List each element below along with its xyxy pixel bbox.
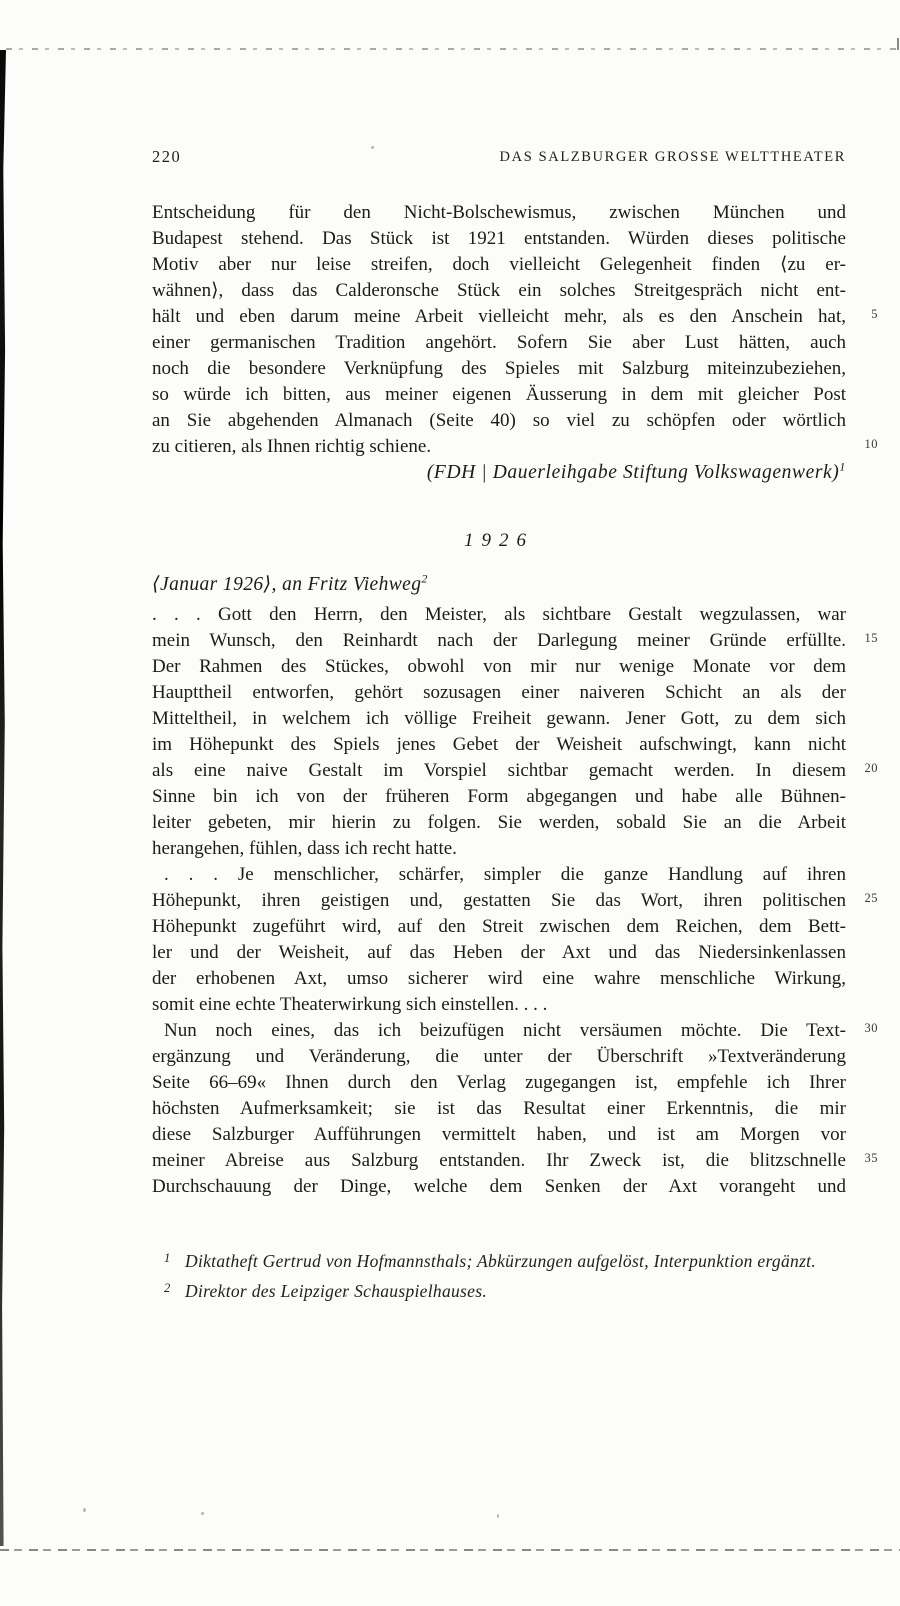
footnote-ref: 1	[164, 1251, 171, 1265]
line-text: wähnen⟩, dass das Calderonsche Stück ein solches Streitgespräch nicht ent-	[152, 280, 846, 301]
text-line	[152, 1122, 846, 1148]
text-line	[152, 784, 846, 810]
scan-edge-left	[0, 50, 6, 1546]
line-text: ergänzung und Veränderung, die unter der Überschrift »Textveränderung	[152, 1046, 846, 1067]
page-number: 220	[152, 147, 182, 166]
line-text: im Höhepunkt des Spiels jenes Gebet der Weisheit aufschwingt, kann nicht	[152, 734, 846, 755]
text-line	[152, 434, 878, 460]
line-text: Mitteltheil, in welchem ich völlige Freiheit gewann. Jener Gott, zu dem sich	[152, 708, 846, 729]
text-line	[152, 758, 878, 784]
scan-crease-top	[6, 48, 900, 50]
line-text: Motiv aber nur leise streifen, doch vielleicht Gelegenheit finden ⟨zu er-	[152, 254, 846, 275]
line-number: 35	[864, 1151, 878, 1165]
line-text: als eine naive Gestalt im Vorspiel sichtbar gemacht werden. In diesem	[152, 760, 846, 781]
text-line	[152, 836, 846, 862]
text-line	[152, 382, 846, 408]
line-number: 20	[864, 761, 878, 775]
text-line	[152, 862, 846, 888]
line-text: noch die besondere Verknüpfung des Spieles mit Salzburg miteinzubeziehen,	[152, 358, 846, 379]
footnote-marker: 2	[421, 571, 428, 586]
line-number: 5	[871, 307, 878, 321]
section-heading: 1926	[464, 530, 534, 551]
scan-speck	[497, 1514, 499, 1518]
scan-corner-mark	[897, 38, 899, 50]
source-attribution: (FDH | Dauerleihgabe Stiftung Volkswagenwerk)$^1$	[426, 459, 846, 483]
line-text: ler und der Weisheit, auf das Heben der Axt und das Niedersinkenlassen	[152, 942, 846, 963]
line-text: zu citieren, als Ihnen richtig schiene.	[152, 436, 432, 457]
paragraph	[152, 200, 878, 460]
line-text: höchsten Aufmerksamkeit; sie ist das Resultat einer Erkenntnis, die mir	[152, 1098, 846, 1119]
line-text: . . . Je menschlicher, schärfer, simpler die ganze Handlung auf ihren	[164, 864, 846, 885]
text-line	[152, 1018, 878, 1044]
line-number: 25	[864, 891, 878, 905]
text-line	[152, 200, 846, 226]
paragraph	[152, 602, 878, 862]
line-text: Der Rahmen des Stückes, obwohl von mir nur wenige Monate vor dem	[152, 656, 846, 677]
text-line	[152, 304, 878, 330]
line-text: Budapest stehend. Das Stück ist 1921 entstanden. Würden dieses politische	[152, 228, 846, 249]
scan-crease-bottom	[0, 1549, 900, 1551]
text-line	[152, 408, 846, 434]
text-line	[152, 940, 846, 966]
line-number: 10	[864, 437, 878, 451]
line-text: herangehen, fühlen, dass ich recht hatte.	[152, 838, 457, 859]
line-text: Seite 66–69« Ihnen durch den Verlag zugegangen ist, empfehle ich Ihrer	[152, 1072, 846, 1093]
text-line	[152, 1174, 846, 1200]
line-text: Nun noch eines, das ich beizufügen nicht versäumen möchte. Die Text-	[164, 1020, 846, 1041]
text-line	[152, 226, 846, 252]
line-text: so würde ich bitten, aus meiner eigenen Äusserung in dem mit gleicher Post	[152, 384, 846, 405]
line-text: einer germanischen Tradition angehört. Sofern Sie aber Lust hätten, auch	[152, 332, 846, 353]
text-line	[152, 810, 846, 836]
line-number: 15	[864, 631, 878, 645]
footnote-text: Diktatheft Gertrud von Hofmannsthals; Abkürzungen aufgelöst, Interpunktion ergänzt.	[185, 1251, 817, 1271]
text-line	[152, 914, 846, 940]
line-text: Sinne bin ich von der früheren Form abgegangen und habe alle Bühnen-	[152, 786, 846, 807]
line-text: an Sie abgehenden Almanach (Seite 40) so viel zu schöpfen oder wörtlich	[152, 410, 846, 431]
text-line	[152, 706, 846, 732]
text-line	[152, 732, 846, 758]
line-text: mein Wunsch, den Reinhardt nach der Darlegung meiner Gründe erfüllte.	[152, 630, 846, 651]
footnote-text: Direktor des Leipziger Schauspielhauses.	[185, 1281, 488, 1301]
footnote-marker: 1	[839, 459, 846, 474]
text-line	[152, 330, 846, 356]
line-text: Höhepunkt zugeführt wird, auf den Streit zwischen dem Reichen, dem Bett-	[152, 916, 846, 937]
line-text: Haupttheil entworfen, gehört sozusagen einer naiveren Schicht an als der	[152, 682, 846, 703]
line-text: hält und eben darum meine Arbeit vielleicht mehr, als es den Anschein hat,	[152, 306, 846, 327]
text-line	[152, 654, 846, 680]
footnote-ref: 2	[164, 1281, 171, 1295]
line-text: der erhobenen Axt, umso sicherer wird eine wahre menschliche Wirkung,	[152, 968, 846, 989]
line-text: . . . Gott den Herrn, den Meister, als sichtbare Gestalt wegzulassen, war	[152, 604, 846, 625]
text-block	[152, 200, 878, 1200]
footnote	[152, 1276, 852, 1306]
line-text: somit eine echte Theaterwirkung sich einstellen. . . .	[152, 994, 548, 1015]
text-line	[152, 602, 846, 628]
footnotes	[152, 1246, 852, 1306]
text-line	[152, 1096, 846, 1122]
line-number: 30	[864, 1021, 878, 1035]
text-line	[152, 1148, 878, 1174]
paragraph	[152, 1018, 878, 1200]
text-line	[152, 680, 846, 706]
text-line	[152, 1044, 846, 1070]
paragraph	[152, 862, 878, 1018]
footnote	[152, 1246, 852, 1276]
text-line	[152, 356, 846, 382]
line-text: diese Salzburger Aufführungen vermittelt haben, und ist am Morgen vor	[152, 1124, 846, 1145]
line-text: leiter gebeten, mir hierin zu folgen. Sie werden, sobald Sie an die Arbeit	[152, 812, 846, 833]
line-text: Durchschauung der Dinge, welche dem Senken der Axt vorangeht und	[152, 1176, 846, 1197]
line-text: Entscheidung für den Nicht-Bolschewismus, zwischen München und	[152, 202, 846, 223]
text-line	[152, 278, 846, 304]
line-text: meiner Abreise aus Salzburg entstanden. Ihr Zweck ist, die blitzschnelle	[152, 1150, 846, 1171]
letter-dateline: ⟨Januar 1926⟩, an Fritz Viehweg$^2$	[152, 571, 428, 595]
scan-speck	[83, 1508, 86, 1512]
text-line	[152, 1070, 846, 1096]
running-title: DAS SALZBURGER GROSSE WELTTHEATER	[499, 149, 846, 165]
page-header	[152, 147, 846, 169]
text-line	[152, 628, 878, 654]
text-line	[152, 888, 878, 914]
text-line	[152, 252, 846, 278]
scan-speck	[201, 1512, 204, 1515]
text-line	[152, 992, 846, 1018]
line-text: Höhepunkt, ihren geistigen und, gestatten Sie das Wort, ihren politischen	[152, 890, 846, 911]
text-line	[152, 966, 846, 992]
